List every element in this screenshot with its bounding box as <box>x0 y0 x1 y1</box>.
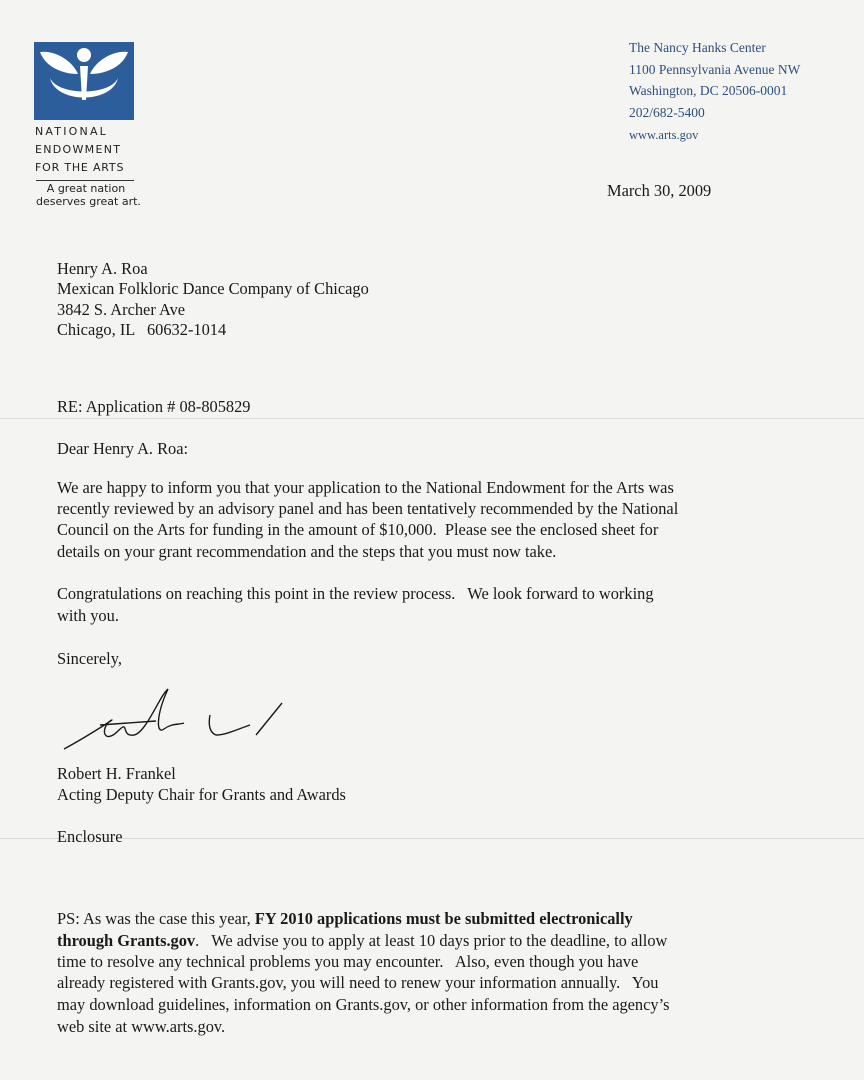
signer-title: Acting Deputy Chair for Grants and Awards <box>57 785 346 804</box>
ps-line: may download guidelines, information on Grants.gov, or other information from the agency’s <box>57 995 670 1014</box>
salutation: Dear Henry A. Roa: <box>57 439 189 458</box>
body-line: Council on the Arts for funding in the amount of $10,000. Please see the enclosed sheet for <box>57 520 659 539</box>
ps-line <box>57 909 633 929</box>
org-name-line: ENDOWMENT <box>35 143 122 156</box>
letter-date: March 30, 2009 <box>607 181 712 200</box>
re-line: RE: Application # 08-805829 <box>57 397 251 416</box>
signer-name: Robert H. Frankel <box>57 764 176 783</box>
org-name-line: NATIONAL <box>35 125 109 138</box>
body-line: with you. <box>57 606 119 625</box>
tagline: deserves great art. <box>36 195 141 208</box>
ps-emphasis: FY 2010 applications must be submitted electronically <box>254 909 633 928</box>
paper-fold <box>0 418 864 419</box>
enclosure-note: Enclosure <box>57 827 123 846</box>
ps-line <box>57 931 667 951</box>
signature <box>60 685 290 755</box>
body-line: recently reviewed by an advisory panel and has been tentatively recommended by the National <box>57 499 679 518</box>
website: www.arts.gov <box>629 128 699 142</box>
closing: Sincerely, <box>57 649 122 668</box>
tagline: A great nation <box>46 182 126 195</box>
org-name-line: FOR THE ARTS <box>35 161 125 174</box>
paper-fold <box>0 838 864 839</box>
body-line: We are happy to inform you that your application to the National Endowment for the Arts was <box>57 478 674 497</box>
nea-logo-icon <box>34 42 134 120</box>
phone: 202/682-5400 <box>629 105 705 120</box>
address-line: Washington, DC 20506-0001 <box>629 83 788 98</box>
body-line: Congratulations on reaching this point in the review process. We look forward to working <box>57 584 654 603</box>
address-line: The Nancy Hanks Center <box>629 40 766 55</box>
ps-text: PS: As was the case this year, <box>57 909 255 928</box>
body-line: details on your grant recommendation and the steps that you must now take. <box>57 542 557 561</box>
recipient-line: Chicago, IL 60632-1014 <box>57 320 227 339</box>
ps-line: already registered with Grants.gov, you will need to renew your information annually. You <box>57 973 659 992</box>
logo-divider <box>36 180 134 181</box>
nea-logo <box>34 42 134 120</box>
recipient-line: Mexican Folkloric Dance Company of Chicago <box>57 279 369 298</box>
recipient-line: Henry A. Roa <box>57 259 148 278</box>
address-line: 1100 Pennsylvania Avenue NW <box>629 62 801 77</box>
recipient-line: 3842 S. Archer Ave <box>57 300 186 319</box>
ps-line: time to resolve any technical problems you may encounter. Also, even though you have <box>57 952 639 971</box>
ps-line: web site at www.arts.gov. <box>57 1017 226 1036</box>
ps-emphasis: through Grants.gov <box>57 931 196 950</box>
ps-text: . We advise you to apply at least 10 days prior to the deadline, to allow <box>195 931 668 950</box>
